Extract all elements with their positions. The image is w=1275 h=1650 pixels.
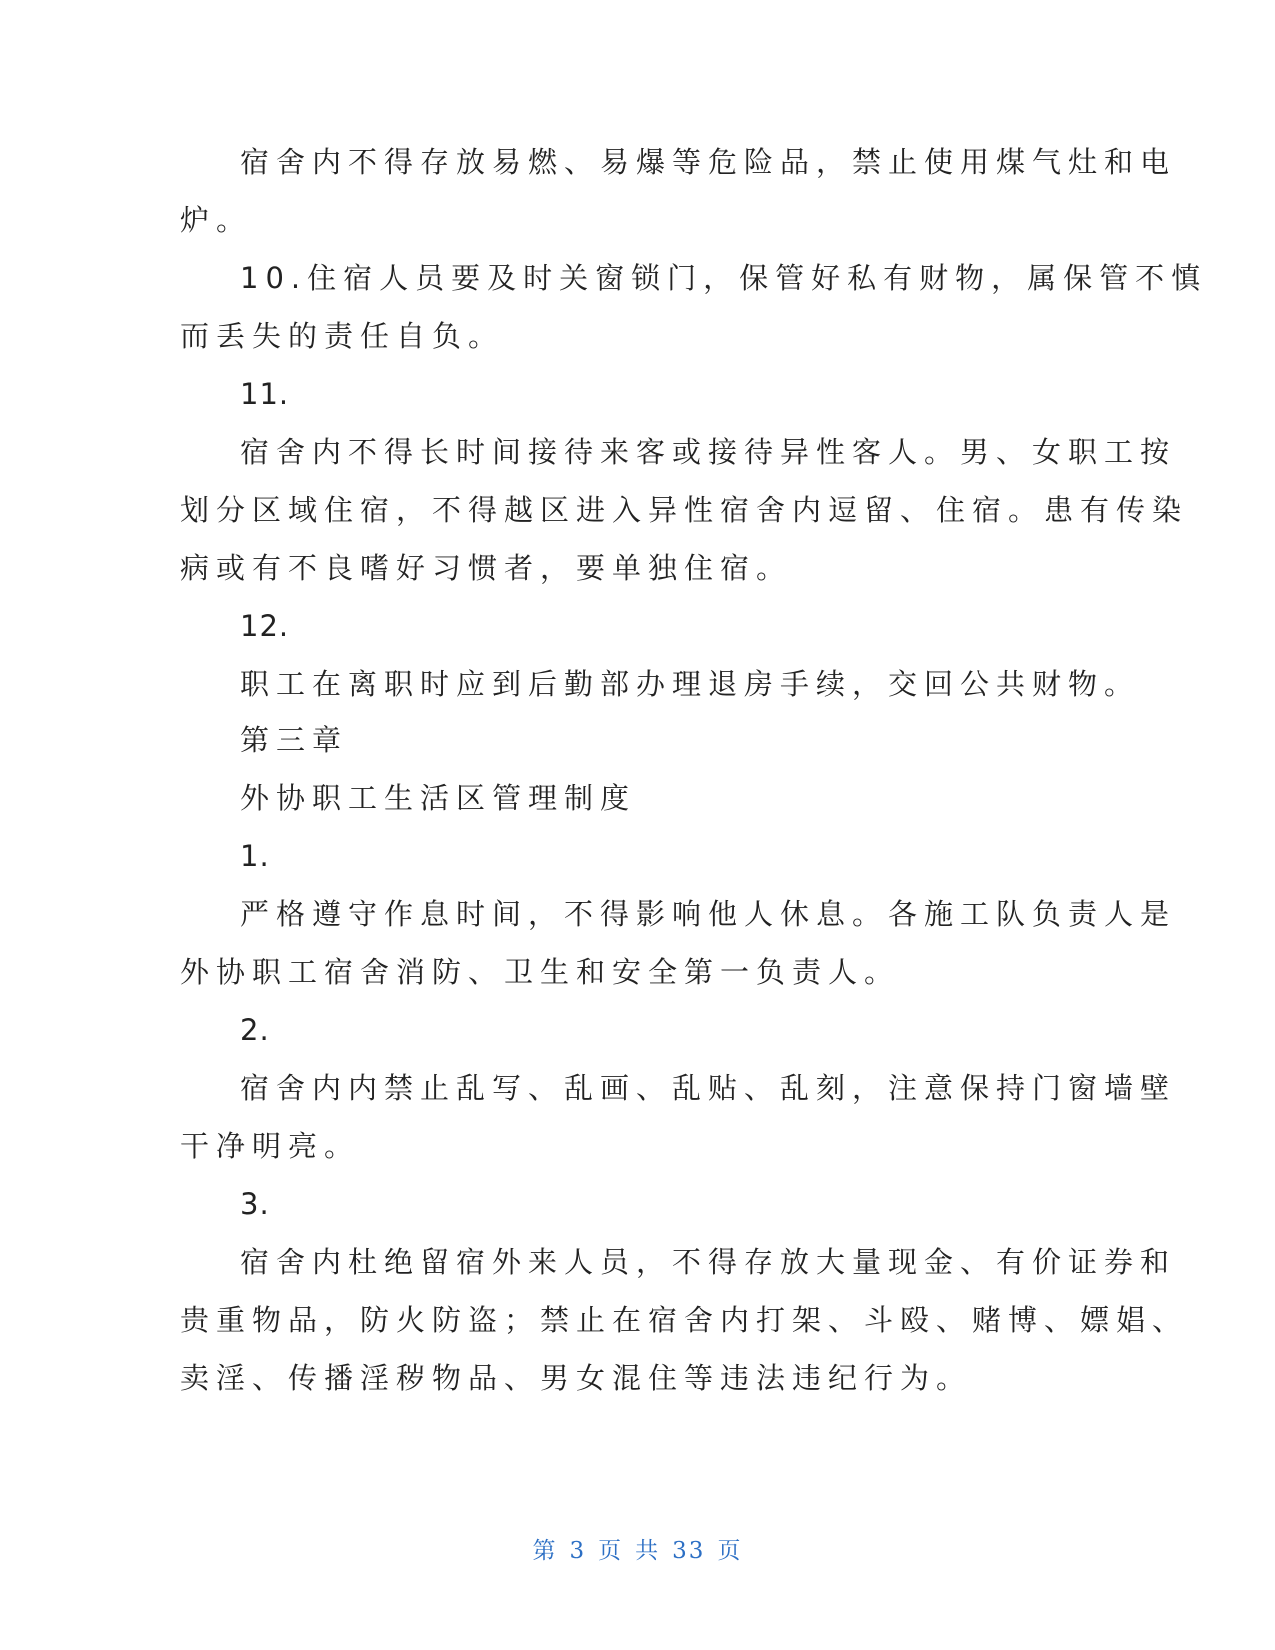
item-number-12: 12. <box>240 609 290 643</box>
paragraph-line: 严格遵守作息时间，不得影响他人休息。各施工队负责人是 <box>240 897 1177 931</box>
section-title: 外协职工生活区管理制度 <box>240 781 637 815</box>
footer-label: 页 <box>598 1538 624 1564</box>
paragraph-line: 干净明亮。 <box>180 1129 361 1163</box>
item-number-11: 11. <box>240 377 290 411</box>
item-number-3: 3. <box>240 1187 270 1221</box>
paragraph-line: 宿舍内内禁止乱写、乱画、乱贴、乱刻，注意保持门窗墙壁 <box>240 1071 1177 1105</box>
footer-label: 第 <box>532 1538 558 1564</box>
paragraph-line: 宿舍内不得长时间接待来客或接待异性客人。男、女职工按 <box>240 435 1177 469</box>
total-page-count: 33 <box>672 1538 706 1564</box>
paragraph-line: 划分区域住宿，不得越区进入异性宿舍内逗留、住宿。患有传染 <box>180 493 1189 527</box>
paragraph-line: 卖淫、传播淫秽物品、男女混住等违法违纪行为。 <box>180 1361 973 1395</box>
paragraph-line: 贵重物品，防火防盗；禁止在宿舍内打架、斗殴、赌博、嫖娼、 <box>180 1303 1189 1337</box>
paragraph-line: 外协职工宿舍消防、卫生和安全第一负责人。 <box>180 955 901 989</box>
paragraph-line: 职工在离职时应到后勤部办理退房手续，交回公共财物。 <box>240 667 1141 701</box>
paragraph-line: 病或有不良嗜好习惯者，要单独住宿。 <box>180 551 793 585</box>
paragraph-line: 宿舍内不得存放易燃、易爆等危险品，禁止使用煤气灶和电 <box>240 145 1177 179</box>
item-10-line: 10.住宿人员要及时关窗锁门，保管好私有财物，属保管不慎 <box>240 261 1208 295</box>
item-number-2: 2. <box>240 1013 270 1047</box>
paragraph-line: 而丢失的责任自负。 <box>180 319 505 353</box>
paragraph-line: 宿舍内杜绝留宿外来人员，不得存放大量现金、有价证券和 <box>240 1245 1177 1279</box>
current-page-number: 3 <box>569 1538 587 1564</box>
footer-label: 共 <box>635 1538 661 1564</box>
chapter-heading: 第三章 <box>240 723 349 757</box>
item-number-1: 1. <box>240 839 270 873</box>
paragraph-line: 炉。 <box>180 203 253 237</box>
footer-label: 页 <box>717 1538 743 1564</box>
page-footer <box>0 1532 1275 1565</box>
